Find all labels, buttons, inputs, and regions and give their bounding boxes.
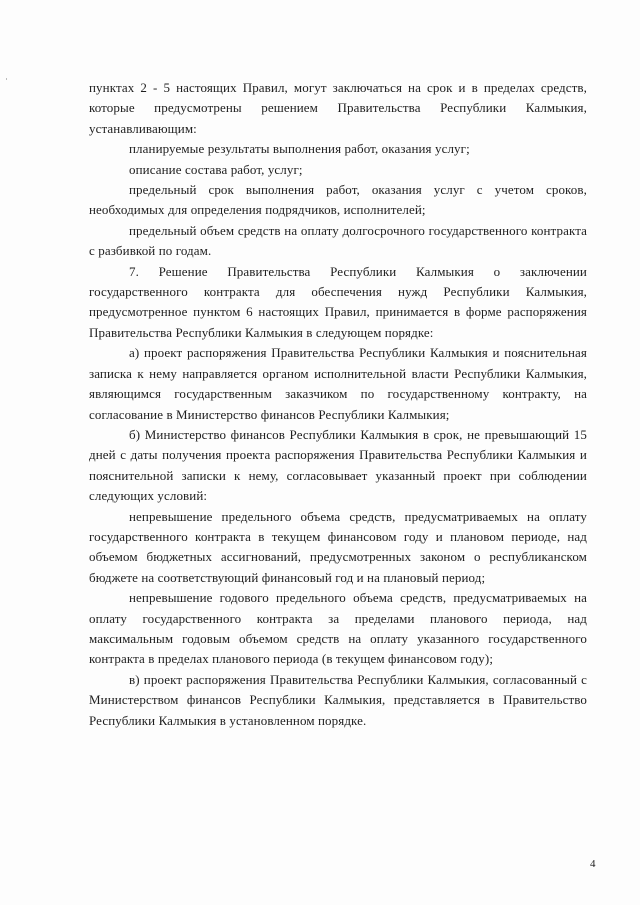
list-item-funding: предельный объем средств на оплату долгосрочного государственного контракта с разбивкой по годам. [89,222,587,259]
clause-7a: а) проект распоряжения Правительства Республики Калмыкия и пояснительная записка к нему направляется органом исполнительной власти Республики Калмыкия, являющимся государственным заказчиком по государственному контракту, на согласование в Министерство финансов Республики Калмыкия; [89,345,587,422]
scan-artifact [6,78,7,80]
condition-1: непревышение предельного объема средств, предусматриваемых на оплату государственного контракта в текущем финансовом году и плановом периоде, над объемом бюджетных ассигнований, предусмотренных законом о республиканском бюджете на соответствующий финансовый год и на плановый период; [89,508,587,585]
list-item-scope: описание состава работ, услуг; [129,161,303,177]
list-item-deadline: предельный срок выполнения работ, оказания услуг с учетом сроков, необходимых для определения подрядчиков, исполнителей; [89,182,587,218]
condition-2: непревышение годового предельного объема средств, предусматриваемых на оплату государственного контракта за пределами планового периода, над максимальным годовым объемом средств на оплату указанного государственного контракта в пределах планового периода (в текущем финансовом году); [89,590,587,667]
paragraph-continuation: пунктах 2 - 5 настоящих Правил, могут заключаться на срок и в пределах средств, которые предусмотрены решением Правительства Республики Калмыкия, устанавливающим: [89,80,587,136]
clause-7v: в) проект распоряжения Правительства Республики Калмыкия, согласованный с Министерством финансов Республики Калмыкия, представляется в Правительство Республики Калмыкия в установленном порядке. [89,671,587,728]
document-body [89,78,587,731]
clause-7b: б) Министерство финансов Республики Калмыкия в срок, не превышающий 15 дней с даты получения проекта распоряжения Правительства Республики Калмыкия и пояснительной записки к нему, согласовывает указанный проект при соблюдении следующих условий: [89,426,587,504]
list-item-results: планируемые результаты выполнения работ, оказания услуг; [129,141,470,157]
clause-7: 7. Решение Правительства Республики Калмыкия о заключении государственного контракта для обеспечения нужд Республики Калмыкия, предусмотренное пунктом 6 настоящих Правил, принимается в форме распоряжения Правительства Республики Калмыкия в следующем порядке: [89,263,587,340]
page-number: 4 [590,858,596,870]
